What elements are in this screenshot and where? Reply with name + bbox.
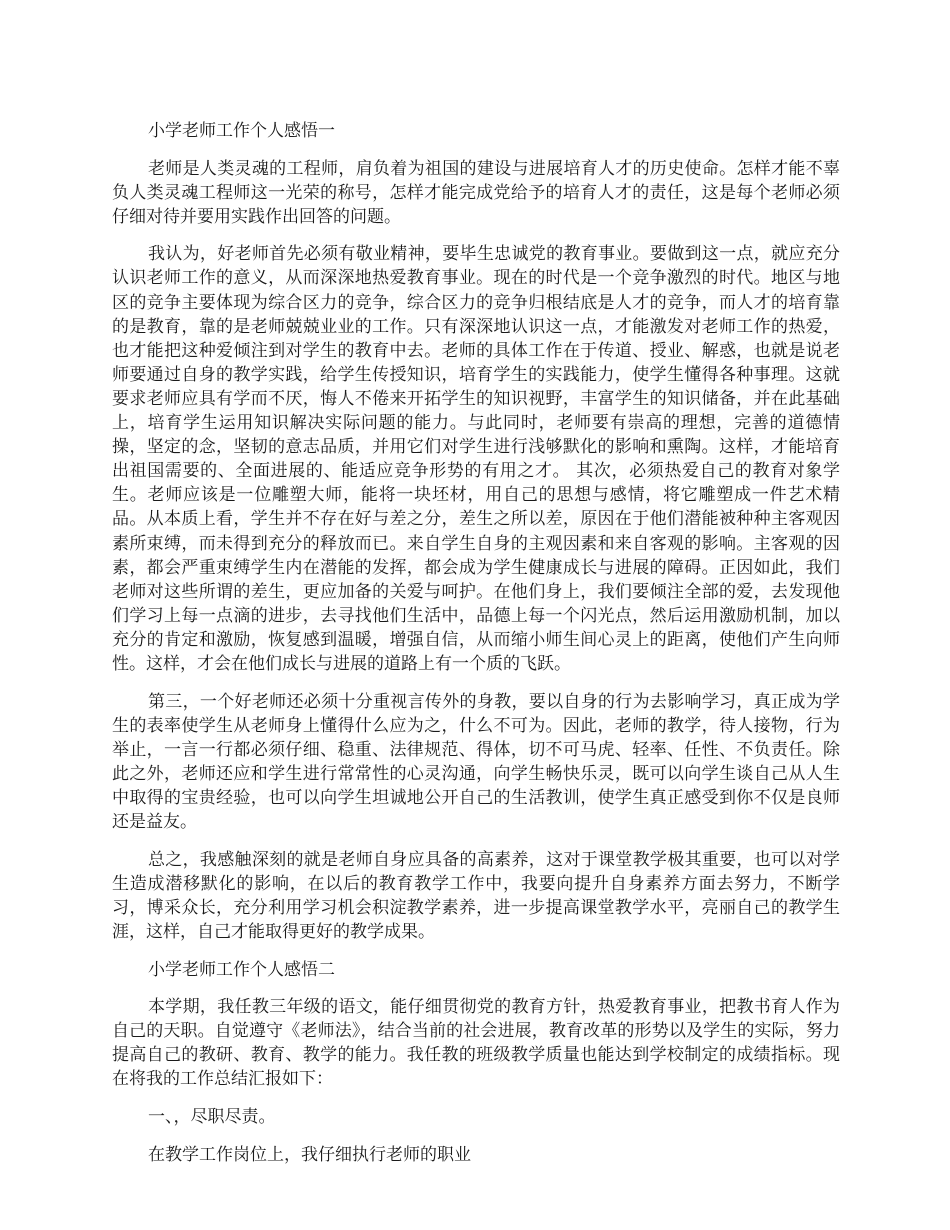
section-heading-1: 小学老师工作个人感悟一	[148, 121, 335, 141]
document-page	[112, 119, 840, 1180]
paragraph-duties: 在教学工作岗位上，我仔细执行老师的职业	[148, 1144, 471, 1165]
paragraph-point-one: 一、，尽职尽责。	[148, 1106, 276, 1127]
paragraph-third: 第三，一个好老师还必须十分重视言传外的身教，要以自身的行为去影响学习，真正成为学生的表率使学生从老师身上懂得什么应为之，什么不可为。因此，老师的教学，待人接物，行为举止，一言一行都必须仔细、稳重、法律规范、得体，切不可马虎、轻率、任性、不负责任。除此之外，老师还应和学生进行常常性的心灵沟通，向学生畅快乐灵，既可以向学生谈自己从人生中取得的宝贵经验，也可以向学生坦诚地公开自己的生活教训，使学生真正感受到你不仅是良师还是益友。	[112, 691, 840, 833]
paragraph-conclusion: 总之，我感触深刻的就是老师自身应具备的高素养，这对于课堂教学极其重要，也可以对学生造成潜移默化的影响，在以后的教育教学工作中，我要向提升自身素养方面去努力，不断学习，博采众长，充分利用学习机会积淀教学素养，进一步提高课堂教学水平，亮丽自己的教学生涯，这样，自己才能取得更好的教学成果。	[112, 849, 840, 942]
section-heading-2: 小学老师工作个人感悟二	[148, 959, 335, 980]
paragraph-intro: 老师是人类灵魂的工程师，肩负着为祖国的建设与进展培育人才的历史使命。怎样才能不辜负人类灵魂工程师这一光荣的称号，怎样才能完成党给予的培育人才的责任，这是每个老师必须仔细对待并要用实践作出回答的问题。	[112, 158, 840, 227]
paragraph-dedication: 我认为，好老师首先必须有敬业精神，要毕生忠诚党的教育事业。要做到这一点，就应充分认识老师工作的意义，从而深深地热爱教育事业。现在的时代是一个竞争激烈的时代。地区与地区的竞争主要体现为综合区力的竞争，综合区力的竞争归根结底是人才的竞争，而人才的培育靠的是教育，靠的是老师兢兢业业的工作。只有深深地认识这一点，才能激发对老师工作的热爱，也才能把这种爱倾注到对学生的教育中去。老师的具体工作在于传道、授业、解惑，也就是说老师要通过自身的教学实践，给学生传授知识，培育学生的实践能力，使学生懂得各种事理。这就要求老师应具有学而不厌，悔人不倦来开拓学生的知识视野，丰富学生的知识储备，并在此基础上，培育学生运用知识解决实际问题的能力。与此同时，老师要有崇高的理想，完善的道德情操，坚定的念，坚韧的意志品质，并用它们对学生进行浅够默化的影响和熏陶。这样，才能培育出祖国需要的、全面进展的、能适应竞争形势的有用之才。 其次，必须热爱自己的教育对象学生。老师应该是一位雕塑大师，能将一块坯材，用自己的思想与感情，将它雕塑成一件艺术精品。从本质上看，学生并不存在好与差之分，差生之所以差，原因在于他们潜能被种种主客观因素所束缚，而未得到充分的释放而已。来自学生自身的主观因素和来自客观的影响。主客观的因素，都会严重束缚学生内在潜能的发挥，都会成为学生健康成长与进展的障碍。正因如此，我们老师对这些所谓的差生，更应加备的关爱与呵护。在他们身上，我们要倾注全部的爱，去发现他们学习上每一点滴的进步，去寻找他们生活中，品德上每一个闪光点，然后运用激励机制，加以充分的肯定和激励，恢复感到温暖，增强自信，从而缩小师生间心灵上的距离，使他们产生向师性。这样，才会在他们成长与进展的道路上有一个质的飞跃。	[112, 244, 840, 674]
paragraph-semester: 本学期，我任教三年级的语文，能仔细贯彻党的教育方针，热爱教育事业，把教书育人作为自己的天职。自觉遵守《老师法》，结合当前的社会进展，教育改革的形势以及学生的实际，努力提高自己的教研、教育、教学的能力。我任教的班级教学质量也能达到学校制定的成绩指标。现在将我的工作总结汇报如下：	[112, 997, 840, 1090]
